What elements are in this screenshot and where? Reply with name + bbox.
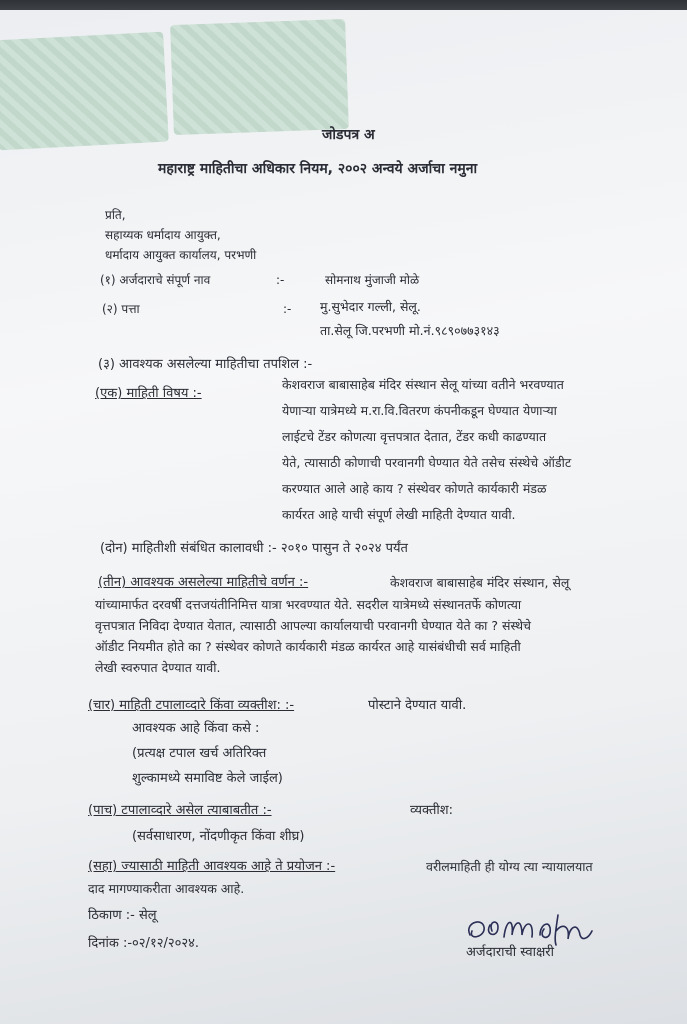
section-char-value: पोस्टाने देण्यात यावी. xyxy=(368,698,467,713)
saha-line2: दाद मागण्याकरीता आवश्यक आहे. xyxy=(88,881,245,896)
section-teen-label: (तीन) आवश्यक असलेल्या माहितीचे वर्णन :- xyxy=(98,575,309,590)
section-saha-label: (सहा) ज्यासाठी माहिती आवश्यक आहे ते प्रयोजन :- xyxy=(88,859,336,874)
place-field: ठिकाण :- सेलू xyxy=(88,908,157,923)
ek-line: केशवराज बाबासाहेब मंदिर संस्थान सेलू यांच्या वतीने भरवण्यात xyxy=(282,377,564,392)
section-char-label: (चार) माहिती टपालाव्दारे किंवा व्यक्तीश: :- xyxy=(88,698,295,713)
section-saha-value: वरीलमाहिती ही योग्य त्या न्यायालयात xyxy=(426,859,593,874)
address-label: (२) पत्ता xyxy=(102,302,140,316)
char-line: शुल्कामध्ये समाविष्ट केले जाईल) xyxy=(132,771,283,786)
section-ek-label: (एक) माहिती विषय :- xyxy=(95,386,202,401)
char-line: (प्रत्यक्ष टपाल खर्च अतिरिक्त xyxy=(132,746,267,761)
date-field: दिनांक :-०२/१२/२०२४. xyxy=(88,936,200,951)
signature-label: अर्जदाराची स्वाक्षरी xyxy=(466,945,554,960)
applicant-name-label: (१) अर्जदाराचे संपूर्ण नाव xyxy=(100,273,211,287)
teen-line: लेखी स्वरुपात देण्यात यावी. xyxy=(95,660,221,675)
ek-line: येणाऱ्या यात्रेमध्ये म.रा.वि.वितरण कंपनीकडून घेण्यात येणाऱ्या xyxy=(282,403,557,418)
applicant-name-value: सोमनाथ मुंजाजी मोळे xyxy=(325,273,420,287)
ek-line: येते, त्यासाठी कोणाची परवानगी घेण्यात येते तसेच संस्थेचे ऑडीट xyxy=(282,455,572,470)
section3-heading: (३) आवश्यक असलेल्या माहितीचा तपशिल :- xyxy=(98,357,313,372)
revenue-stamp-left xyxy=(0,32,169,151)
char-line: आवश्यक आहे किंवा कसे : xyxy=(132,721,260,736)
section-don-period: (दोन) माहितीशी संबंधित कालावधी :- २०१० पासुन ते २०२४ पर्यंत xyxy=(100,541,408,556)
ek-line: लाईटचे टेंडर कोणत्या वृत्तपत्रात देतात, टेंडर कधी काढण्यात xyxy=(282,429,547,444)
teen-line: ऑडीट नियमीत होते का ? संस्थेवर कोणते कार्यकारी मंडळ कार्यरत आहे यासंबंधीची सर्व माहिती xyxy=(95,639,521,654)
form-annex-title: जोडपत्र अ xyxy=(322,127,375,143)
recipient-line1: सहाय्यक धर्मादाय आयुक्त, xyxy=(105,228,221,242)
section-pach-right: व्यक्तीश: xyxy=(410,803,453,818)
ek-line: कार्यरत आहे याची संपूर्ण लेखी माहिती देण्यात यावी. xyxy=(282,507,516,522)
teen-line: वृत्तपत्रात निविदा देण्यात येतात, त्यासाठी आपल्या कार्यालयाची परवानगी घेण्यात येते का ? संस्थेचे xyxy=(95,618,531,633)
pach-sub: (सर्वसाधारण, नोंदणीकृत किंवा शीघ्र) xyxy=(132,829,305,844)
teen-line: केशवराज बाबासाहेब मंदिर संस्थान, सेलू xyxy=(390,575,570,590)
applicant-name-sep: :- xyxy=(276,273,285,287)
recipient-line2: धर्मादाय आयुक्त कार्यालय, परभणी xyxy=(105,248,257,262)
address-sep: :- xyxy=(283,302,292,316)
address-line2: ता.सेलू जि.परभणी मो.नं.९८९०७७३१४३ xyxy=(320,323,500,338)
teen-line: यांच्यामार्फत दरवर्षी दत्तजयंतीनिमित्त यात्रा भरवण्यात येते. सदरील यात्रेमध्ये संस्थानतर्फे कोणत्या xyxy=(95,597,522,612)
form-subtitle: महाराष्ट्र माहितीचा अधिकार नियम, २००२ अन्वये अर्जाचा नमुना xyxy=(158,161,478,177)
recipient-prati: प्रति, xyxy=(105,208,126,222)
address-line1: मु.सुभेदार गल्ली, सेलू. xyxy=(320,299,421,314)
revenue-stamp-right xyxy=(170,19,349,135)
section-pach-label: (पाच) टपालाव्दारे असेल त्याबाबतीत :- xyxy=(88,803,272,818)
ek-line: करण्यात आले आहे काय ? संस्थेवर कोणते कार्यकारी मंडळ xyxy=(282,481,547,496)
